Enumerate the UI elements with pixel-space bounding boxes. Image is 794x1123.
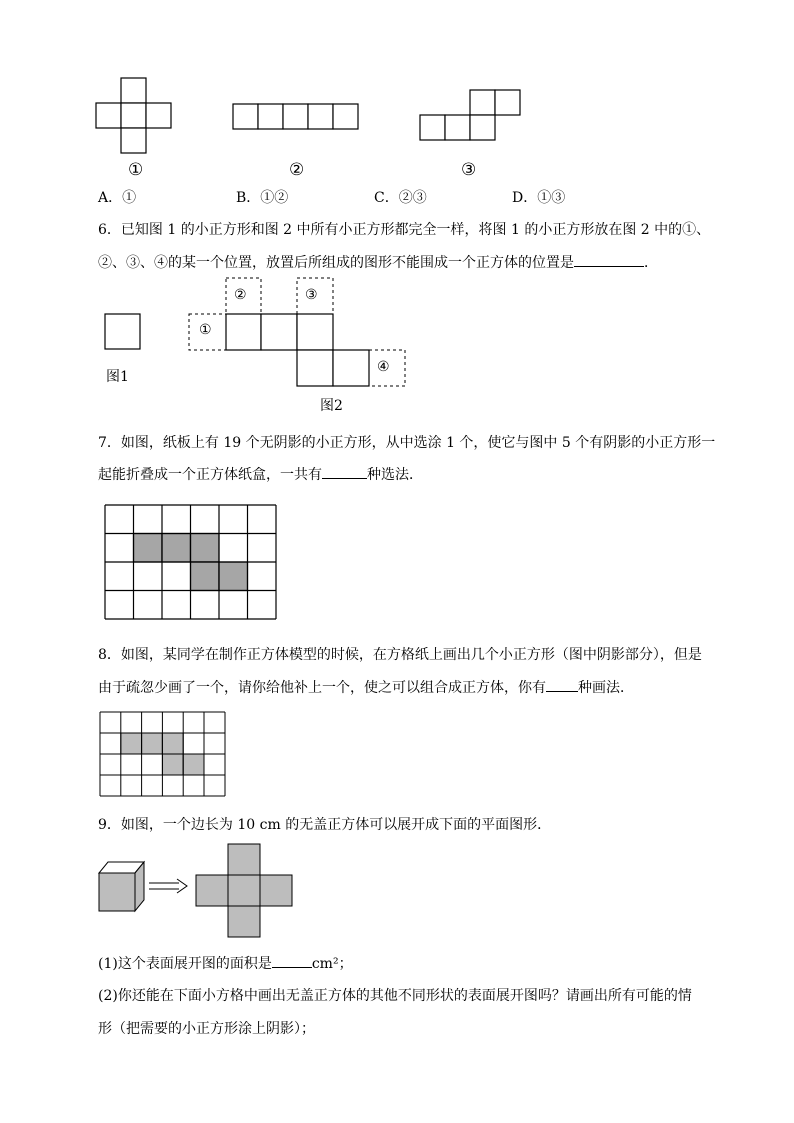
q7-grid	[105, 505, 277, 621]
option-letter: C．	[374, 190, 399, 206]
q7-line-2-text: 起能折叠成一个正方体纸盒，一共有	[98, 467, 322, 483]
position-2: ②	[234, 287, 247, 303]
net-figure-2	[233, 104, 363, 134]
option-text: ①	[122, 190, 137, 206]
q9-sub-1	[98, 953, 353, 974]
q7-line-2-end: 种选法．	[367, 467, 423, 483]
q9-sub-2-line-1: (2)你还能在下面小方格中画出无盖正方体的其他不同形状的表面展开图吗？请画出所有可能的情	[98, 988, 692, 1004]
option-c[interactable]	[374, 188, 427, 208]
q9-sub-2-line-2: 形（把需要的小正方形涂上阴影）；	[98, 1021, 315, 1037]
open-cube-icon	[99, 862, 147, 914]
position-1: ①	[199, 322, 212, 338]
net-label-2: ②	[289, 160, 305, 180]
q6-figure-2-caption: 图2	[320, 398, 343, 414]
cube-net-cross	[196, 844, 296, 940]
q7-line-1: 7．如图，纸板上有 19 个无阴影的小正方形，从中选涂 1 个，使它与图中 5 个有阴影的小正方形一	[98, 435, 716, 451]
option-letter: B．	[236, 190, 261, 206]
option-letter: A．	[98, 190, 123, 206]
q6-line-2	[98, 252, 658, 273]
net-figure-3	[420, 90, 525, 145]
q7-line-2	[98, 464, 423, 485]
q8-line-2-end: 种画法．	[578, 680, 634, 696]
position-3: ③	[305, 287, 318, 303]
option-b[interactable]	[236, 188, 288, 208]
option-text: ①③	[537, 190, 566, 206]
net-figure-1	[96, 78, 176, 158]
position-4: ④	[377, 359, 390, 375]
arrow-right-icon	[149, 878, 191, 894]
q8-line-1: 8．如图，某同学在制作正方体模型的时候，在方格纸上画出几个小正方形（图中阴影部分），但是	[98, 647, 702, 663]
q6-figure-2-net	[188, 277, 408, 389]
net-label-3: ③	[461, 160, 477, 180]
q9-line-1: 9．如图，一个边长为 10 cm 的无盖正方体可以展开成下面的平面图形．	[98, 817, 552, 833]
q6-figure-1-caption: 图1	[106, 369, 129, 385]
option-text: ①②	[260, 190, 289, 206]
answer-blank[interactable]	[574, 252, 644, 267]
q8-line-2-text: 由于疏忽少画了一个，请你给他补上一个，使之可以组合成正方体，你有	[98, 680, 546, 696]
answer-blank[interactable]	[546, 677, 578, 692]
q6-line-2-text: ②、③、④的某一个位置，放置后所组成的图形不能围成一个正方体的位置是	[98, 255, 574, 271]
q6-line-2-end: ．	[644, 255, 658, 271]
q6-figure-1-square	[105, 314, 145, 354]
q9-sub-1-unit: cm²；	[311, 956, 353, 972]
q9-sub-1-text: (1)这个表面展开图的面积是	[98, 956, 272, 972]
q8-line-2	[98, 677, 634, 698]
net-label-1: ①	[128, 160, 144, 180]
q6-line-1: 6．已知图 1 的小正方形和图 2 中所有小正方形都完全一样，将图 1 的小正方形放在图 2 中的①、	[98, 222, 711, 238]
option-a[interactable]	[98, 188, 136, 208]
option-letter: D．	[512, 190, 538, 206]
option-d[interactable]	[512, 188, 565, 208]
answer-blank[interactable]	[322, 464, 367, 479]
option-text: ②③	[398, 190, 427, 206]
answer-blank[interactable]	[272, 953, 312, 968]
q8-grid	[100, 712, 230, 800]
